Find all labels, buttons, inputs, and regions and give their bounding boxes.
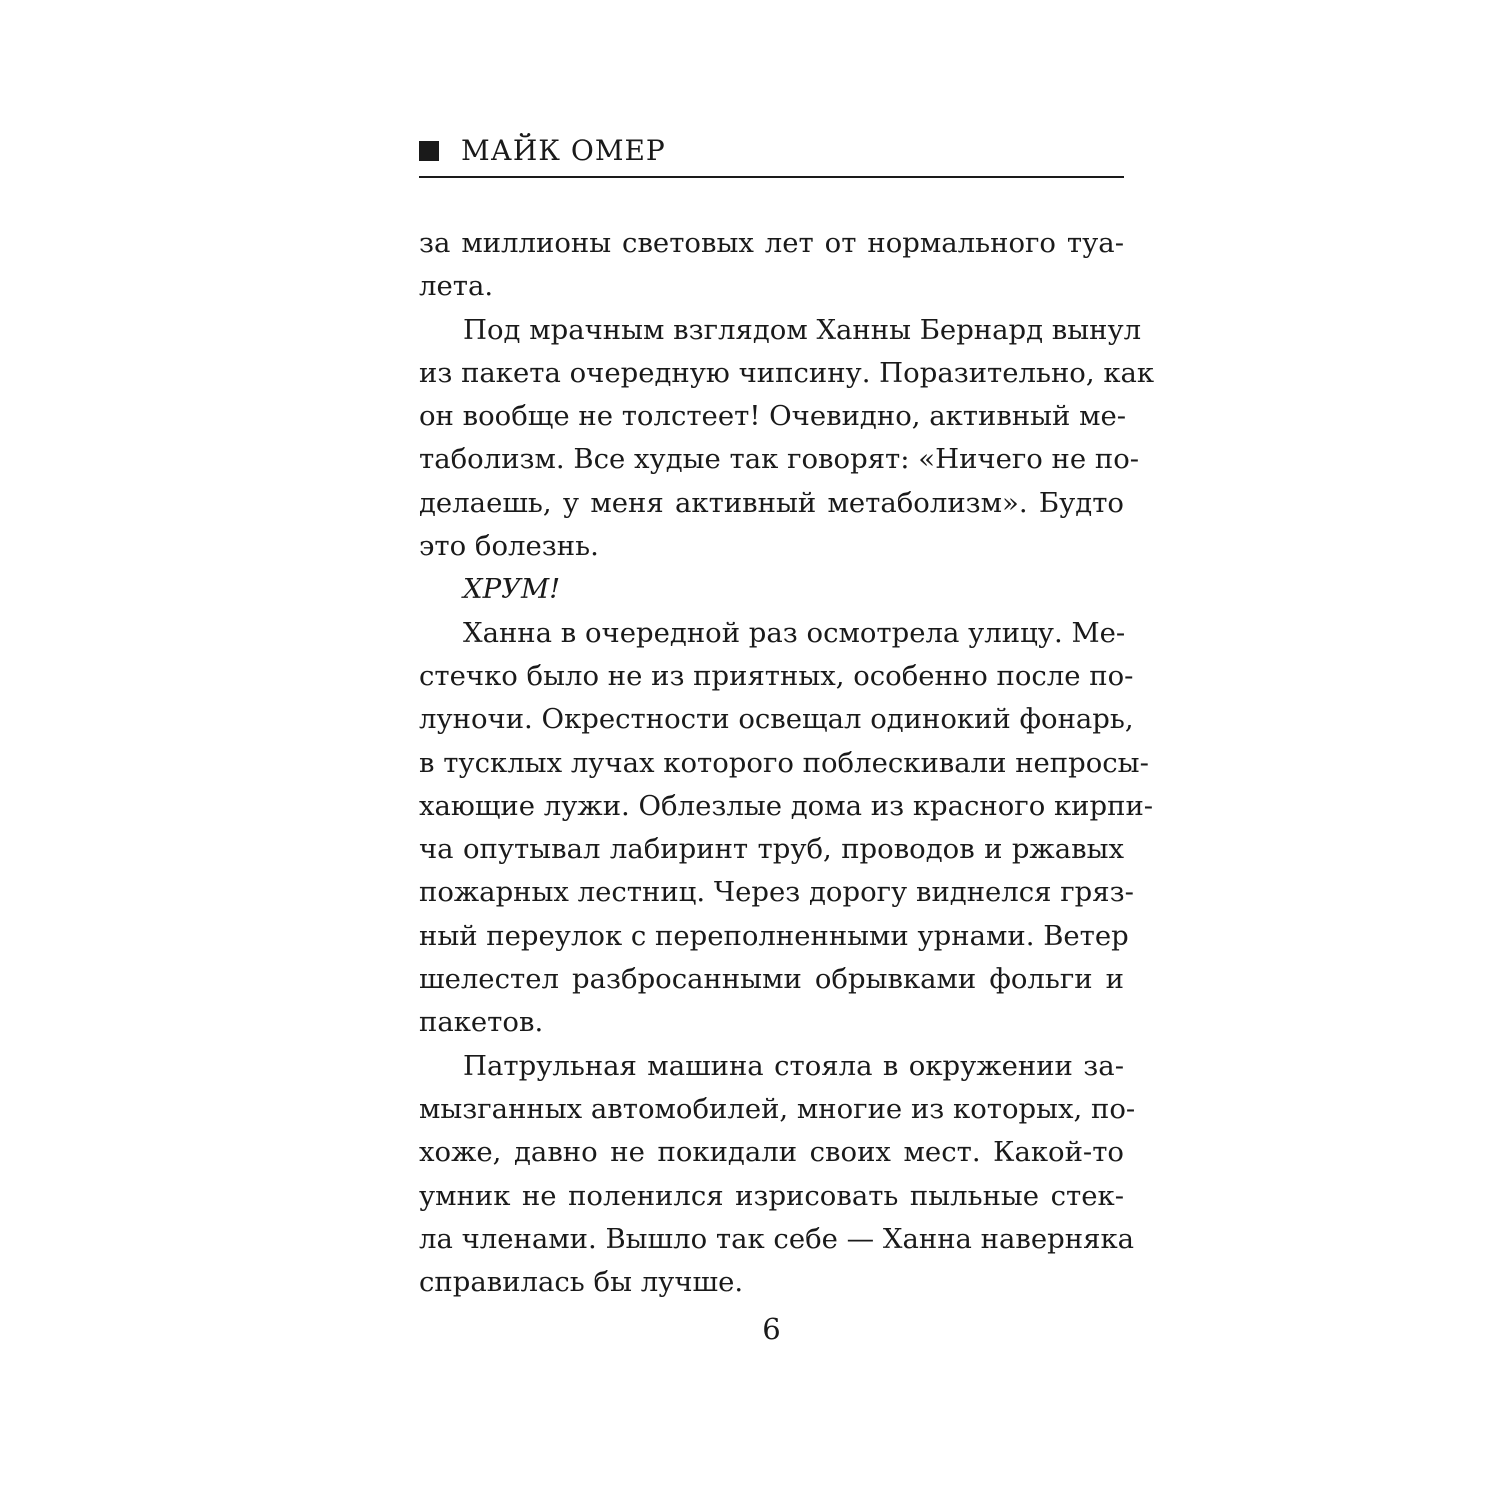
text-line: справилась бы лучше. [419, 1266, 744, 1299]
text-line: шелестел разбросанными обрывками фольги и [419, 963, 1124, 996]
header-author-name: МАЙК ОМЕР [461, 134, 666, 167]
text-line: делаешь, у меня активный метаболизм». Будто [419, 486, 1124, 519]
text-line: пакетов. [419, 1006, 544, 1039]
text-line: пожарных лестниц. Через дорогу виднелся гряз- [419, 876, 1134, 909]
text-line: стечко было не из приятных, особенно после по- [419, 659, 1134, 692]
text-line: ный переулок с переполненными урнами. Ветер [419, 919, 1129, 952]
body-text [419, 222, 1155, 1304]
running-header [419, 132, 1124, 178]
book-page [419, 132, 1155, 1346]
header-square-marker [419, 141, 439, 161]
text-line: это болезнь. [419, 530, 599, 563]
text-line: за миллионы световых лет от нормального туа- [419, 227, 1124, 259]
text-line: ла членами. Вышло так себе — Ханна наверняка [419, 1222, 1135, 1255]
text-line: Ханна в очередной раз осмотрела улицу. Ме- [463, 616, 1126, 649]
text-line: Патрульная машина стояла в окружении за- [463, 1049, 1124, 1082]
text-line: хающие лужи. Облезлые дома из красного кирпи- [419, 789, 1154, 822]
page-number: 6 [762, 1312, 781, 1346]
sound-effect-line: ХРУМ! [463, 573, 561, 606]
text-line: из пакета очередную чипсину. Поразительно, как [419, 356, 1155, 389]
text-line: лета. [419, 270, 494, 303]
text-line: умник не поленился изрисовать пыльные стек- [419, 1179, 1124, 1212]
text-line: Под мрачным взглядом Ханны Бернард вынул [463, 313, 1142, 346]
text-line: он вообще не толстеет! Очевидно, активный ме- [419, 400, 1127, 433]
text-line: луночи. Окрестности освещал одинокий фонарь, [419, 703, 1134, 736]
text-line: мызганных автомобилей, многие из которых, по- [419, 1092, 1136, 1125]
text-line: таболизм. Все худые так говорят: «Ничего не по- [419, 443, 1140, 476]
text-line: хоже, давно не покидали своих мест. Какой-то [419, 1136, 1124, 1169]
text-line: в тусклых лучах которого поблескивали непросы- [419, 746, 1149, 779]
text-line: ча опутывал лабиринт труб, проводов и ржавых [419, 833, 1124, 866]
